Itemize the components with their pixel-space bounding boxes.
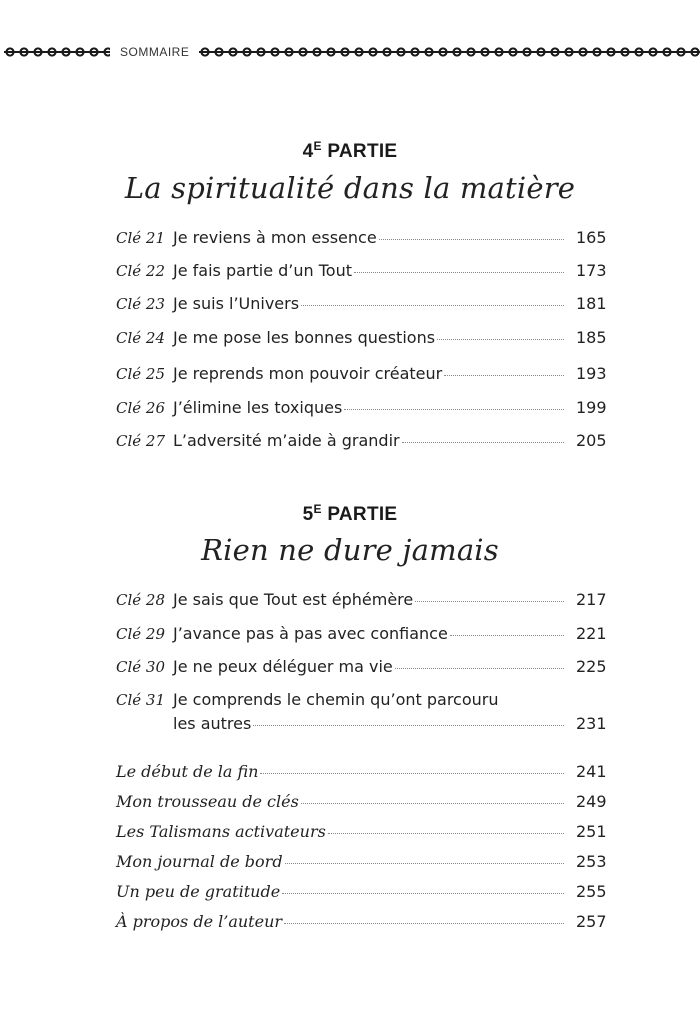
annex-page: 253 [576,852,607,871]
part-number: 5 [302,504,314,525]
entry-page: 185 [576,328,607,347]
annex-entry[interactable] [116,762,606,786]
page-header [0,42,700,62]
annex-page: 255 [576,882,607,901]
dot-leader [301,305,564,306]
entry-page: 173 [576,261,607,280]
chain-ornament-right [199,46,700,58]
entry-page: 181 [576,294,607,313]
entry-title: L’adversité m’aide à grandir [173,431,400,450]
dot-leader [379,239,564,240]
dot-leader [328,833,564,834]
part-superscript: E [313,139,322,153]
entry-page: 217 [576,590,607,609]
entry-key: Clé 26 [116,399,166,417]
entry-key: Clé 31 [116,691,166,709]
entry-key: Clé 21 [116,229,166,247]
annex-page: 241 [576,762,607,781]
annex-page: 249 [576,792,607,811]
toc-entry[interactable] [116,364,606,388]
entry-page: 193 [576,364,607,383]
entry-title: Je suis l’Univers [173,294,300,313]
dot-leader [444,375,564,376]
annex-page: 251 [576,822,607,841]
part-5-heading [0,502,700,526]
toc-entry[interactable] [116,228,606,252]
entry-page: 225 [576,657,607,676]
dot-leader [260,773,564,774]
entry-key: Clé 22 [116,262,166,280]
annex-entry[interactable] [116,882,606,906]
entry-page: 231 [576,714,607,733]
toc-entry[interactable] [116,624,606,648]
entry-title: Je reviens à mon essence [173,228,377,247]
entry-key: Clé 28 [116,591,166,609]
entry-page: 165 [576,228,607,247]
toc-entry[interactable] [116,657,606,681]
entry-title: Je me pose les bonnes questions [173,328,436,347]
toc-entry[interactable] [116,398,606,422]
entry-title: Je reprends mon pouvoir créateur [173,364,443,383]
entry-title-line1: Je comprends le chemin qu’ont parcouru [173,690,499,709]
annex-entry[interactable] [116,792,606,816]
entry-key: Clé 27 [116,432,166,450]
entry-page: 199 [576,398,607,417]
part-number: 4 [302,141,314,162]
part-4-heading [0,139,700,163]
annex-title: Mon trousseau de clés [116,792,299,811]
annex-entry[interactable] [116,822,606,846]
part-label: PARTIE [327,504,398,525]
entry-key: Clé 29 [116,625,166,643]
toc-entry-multiline[interactable] [116,690,606,738]
dot-leader [437,339,564,340]
entry-title: Je sais que Tout est éphémère [173,590,414,609]
annex-page: 257 [576,912,607,931]
entry-title: Je fais partie d’un Tout [173,261,353,280]
toc-entry[interactable] [116,261,606,285]
part-5-subtitle: Rien ne dure jamais [201,533,499,567]
dot-leader [402,442,564,443]
toc-entry[interactable] [116,294,606,318]
annex-entry[interactable] [116,912,606,936]
dot-leader [285,863,564,864]
dot-leader [354,272,564,273]
part-4-subtitle: La spiritualité dans la matière [124,171,576,205]
dot-leader [301,803,564,804]
annex-title: À propos de l’auteur [116,912,283,931]
chain-ornament-left [4,46,110,58]
dot-leader [282,893,564,894]
entry-title: Je ne peux déléguer ma vie [173,657,393,676]
dot-leader [284,923,564,924]
header-label: SOMMAIRE [120,45,190,59]
entry-title: J’avance pas à pas avec confiance [173,624,448,643]
dot-leader [450,635,564,636]
entry-page: 221 [576,624,607,643]
entry-key: Clé 30 [116,658,166,676]
annex-title: Les Talismans activateurs [116,822,326,841]
dot-leader [253,725,564,726]
annex-title: Mon journal de bord [116,852,283,871]
entry-title: J’élimine les toxiques [173,398,343,417]
entry-title-line2: les autres [173,714,252,733]
dot-leader [415,601,564,602]
entry-key: Clé 24 [116,329,166,347]
entry-key: Clé 23 [116,295,166,313]
annex-title: Le début de la fin [116,762,259,781]
toc-entry[interactable] [116,328,606,352]
annex-title: Un peu de gratitude [116,882,281,901]
dot-leader [344,409,564,410]
entry-page: 205 [576,431,607,450]
toc-entry[interactable] [116,590,606,614]
part-label: PARTIE [327,141,398,162]
entry-key: Clé 25 [116,365,166,383]
part-superscript: E [313,502,322,516]
dot-leader [395,668,564,669]
toc-entry[interactable] [116,431,606,455]
annex-entry[interactable] [116,852,606,876]
